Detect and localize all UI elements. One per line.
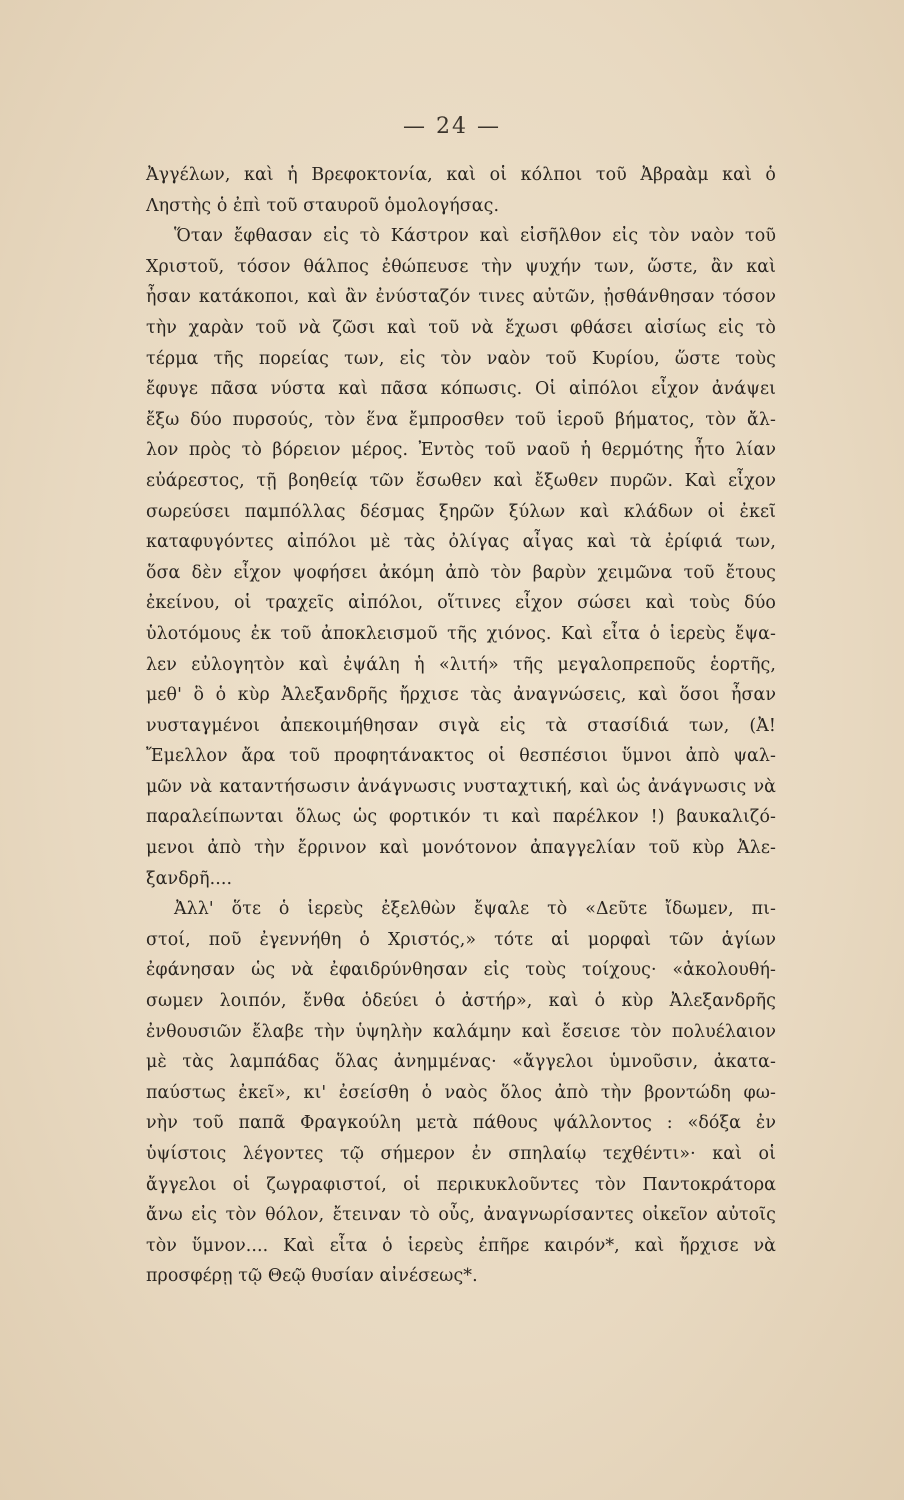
text-line: παραλείπωνται ὅλως ὡς φορτικόν τι καὶ παρέλκον !) βαυκαλιζό- bbox=[146, 807, 776, 828]
paragraph bbox=[146, 894, 776, 1292]
text-line: μεθ' ὃ ὁ κὺρ Ἀλεξανδρῆς ἤρχισε τὰς ἀναγνώσεις, καὶ ὅσοι ἦσαν bbox=[146, 685, 776, 706]
text-line: μῶν νὰ καταντήσωσιν ἀνάγνωσις νυσταχτική, καὶ ὡς ἀνάγνωσις νὰ bbox=[146, 776, 776, 797]
text-line: τὸν ὕμνον.... Καὶ εἶτα ὁ ἱερεὺς ἐπῆρε καιρόν*, καὶ ἤρχισε νὰ bbox=[146, 1235, 776, 1256]
text-line: τέρμα τῆς πορείας των, εἰς τὸν ναὸν τοῦ Κυρίου, ὥστε τοὺς bbox=[146, 348, 776, 369]
text-line: ξανδρῆ.... bbox=[146, 868, 233, 889]
paragraph bbox=[146, 160, 776, 221]
text-line: ὅσα δὲν εἶχον ψοφήσει ἀκόμη ἀπὸ τὸν βαρὺν χειμῶνα τοῦ ἔτους bbox=[146, 562, 776, 583]
text-line: Χριστοῦ, τόσον θάλπος ἐθώπευσε τὴν ψυχήν των, ὥστε, ἂν καὶ bbox=[146, 256, 776, 277]
text-line: σωρεύσει παμπόλλας δέσμας ξηρῶν ξύλων καὶ κλάδων οἱ ἐκεῖ bbox=[146, 501, 776, 522]
text-line: ἄγγελοι οἱ ζωγραφιστοί, οἱ περικυκλοῦντες τὸν Παντοκράτορα bbox=[146, 1174, 776, 1195]
text-line: στοί, ποῦ ἐγεννήθη ὁ Χριστός,» τότε αἱ μορφαὶ τῶν ἁγίων bbox=[146, 929, 776, 950]
text-line: εὐάρεστος, τῇ βοηθείᾳ τῶν ἔσωθεν καὶ ἔξωθεν πυρῶν. Καὶ εἶχον bbox=[146, 470, 776, 491]
text-line: προσφέρῃ τῷ Θεῷ θυσίαν αἰνέσεως*. bbox=[146, 1266, 478, 1287]
text-line: ἐνθουσιῶν ἔλαβε τὴν ὑψηλὴν καλάμην καὶ ἔσεισε τὸν πολυέλαιον bbox=[146, 1021, 776, 1042]
text-line: παύστως ἐκεῖ», κι' ἐσείσθη ὁ ναὸς ὅλος ἀπὸ τὴν βροντώδη φω- bbox=[146, 1082, 776, 1103]
text-line: Ἀλλ' ὅτε ὁ ἱερεὺς ἐξελθὼν ἔψαλε τὸ «Δεῦτε ἴδωμεν, πι- bbox=[174, 899, 776, 920]
text-line: ἐκείνου, οἱ τραχεῖς αἰπόλοι, οἵτινες εἶχον σώσει καὶ τοὺς δύο bbox=[146, 593, 776, 614]
text-line: ἦσαν κατάκοποι, καὶ ἂν ἐνύσταζόν τινες αὐτῶν, ᾐσθάνθησαν τόσον bbox=[146, 287, 776, 308]
text-line: καταφυγόντες αἰπόλοι μὲ τὰς ὀλίγας αἶγας καὶ τὰ ἐρίφιά των, bbox=[146, 532, 776, 553]
text-line: ἔξω δύο πυρσούς, τὸν ἕνα ἔμπροσθεν τοῦ ἱεροῦ βήματος, τὸν ἄλ- bbox=[146, 409, 776, 430]
text-line: νυσταγμένοι ἀπεκοιμήθησαν σιγὰ εἰς τὰ στασίδιά των, (Ἀ! bbox=[146, 715, 776, 736]
paragraph bbox=[146, 221, 776, 894]
text-line: μὲ τὰς λαμπάδας ὅλας ἀνημμένας· «ἄγγελοι ὑμνοῦσιν, ἀκατα- bbox=[146, 1052, 776, 1073]
text-line: ὑψίστοις λέγοντες τῷ σήμερον ἐν σπηλαίῳ τεχθέντι»· καὶ οἱ bbox=[146, 1144, 776, 1164]
text-line: Ὅταν ἔφθασαν εἰς τὸ Κάστρον καὶ εἰσῆλθον εἰς τὸν ναὸν τοῦ bbox=[174, 226, 776, 247]
text-line: νὴν τοῦ παπᾶ Φραγκούλη μετὰ πάθους ψάλλοντος : «δόξα ἐν bbox=[146, 1113, 776, 1134]
text-line: ἔφυγε πᾶσα νύστα καὶ πᾶσα κόπωσις. Οἱ αἰπόλοι εἶχον ἀνάψει bbox=[146, 379, 776, 400]
text-line: ὑλοτόμους ἐκ τοῦ ἀποκλεισμοῦ τῆς χιόνος. Καὶ εἶτα ὁ ἱερεὺς ἔψα- bbox=[146, 623, 776, 644]
text-line: Ἀγγέλων, καὶ ἡ Βρεφοκτονία, καὶ οἱ κόλποι τοῦ Ἀβραὰμ καὶ ὁ bbox=[146, 165, 776, 185]
text-line: Ληστὴς ὁ ἐπὶ τοῦ σταυροῦ ὁμολογήσας. bbox=[146, 195, 500, 216]
text-line: ἄνω εἰς τὸν θόλον, ἔτειναν τὸ οὖς, ἀναγνωρίσαντες οἰκεῖον αὐτοῖς bbox=[146, 1205, 776, 1226]
text-line: λεν εὐλογητὸν καὶ ἐψάλη ἡ «λιτή» τῆς μεγαλοπρεποῦς ἑορτῆς, bbox=[146, 654, 776, 675]
text-line: ἐφάνησαν ὡς νὰ ἐφαιδρύνθησαν εἰς τοὺς τοίχους· «ἀκολουθή- bbox=[146, 960, 776, 981]
text-line: Ἔμελλον ἄρα τοῦ προφητάνακτος οἱ θεσπέσιοι ὕμνοι ἀπὸ ψαλ- bbox=[146, 746, 776, 767]
page-number: — 24 — bbox=[403, 114, 501, 139]
body-text bbox=[146, 160, 776, 1292]
text-line: τὴν χαρὰν τοῦ νὰ ζῶσι καὶ τοῦ νὰ ἔχωσι φθάσει αἰσίως εἰς τὸ bbox=[146, 317, 776, 338]
text-line: μενοι ἀπὸ τὴν ἔρρινον καὶ μονότονον ἀπαγγελίαν τοῦ κὺρ Ἀλε- bbox=[146, 838, 776, 859]
text-line: σωμεν λοιπόν, ἔνθα ὁδεύει ὁ ἀστήρ», καὶ ὁ κὺρ Ἀλεξανδρῆς bbox=[146, 991, 776, 1012]
text-line: λον πρὸς τὸ βόρειον μέρος. Ἐντὸς τοῦ ναοῦ ἡ θερμότης ἦτο λίαν bbox=[146, 440, 776, 461]
